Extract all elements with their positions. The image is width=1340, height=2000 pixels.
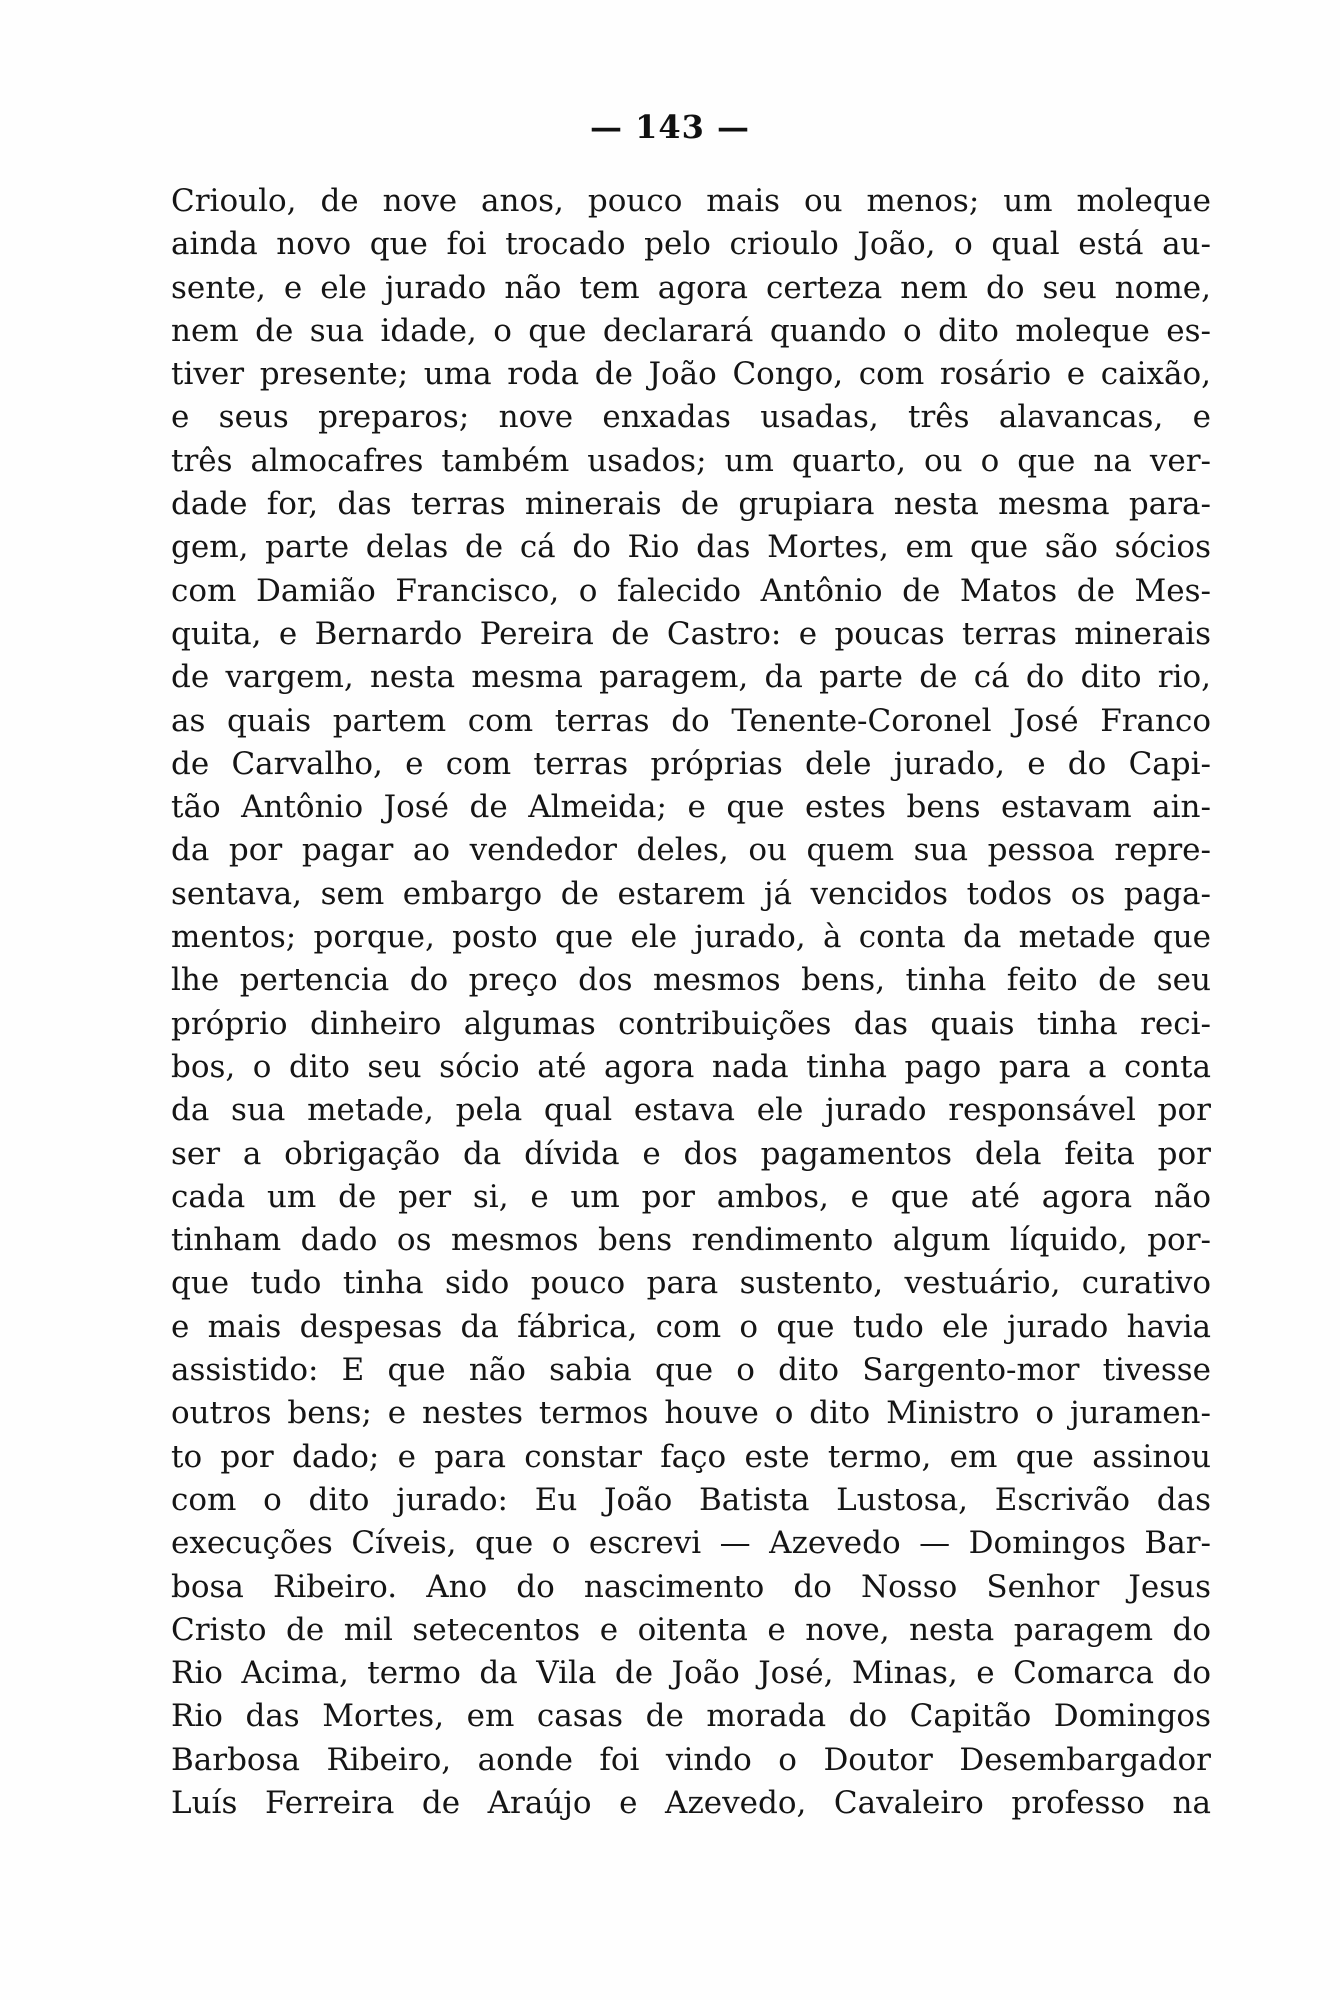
text-line: as quais partem com terras do Tenente-Coronel José Franco bbox=[171, 702, 1211, 739]
text-line: com o dito jurado: Eu João Batista Lustosa, Escrivão das bbox=[171, 1481, 1211, 1518]
text-line: nem de sua idade, o que declarará quando o dito moleque es- bbox=[171, 312, 1211, 349]
text-line: bosa Ribeiro. Ano do nascimento do Nosso Senhor Jesus bbox=[171, 1568, 1211, 1605]
text-line: bos, o dito seu sócio até agora nada tinha pago para a conta bbox=[171, 1048, 1211, 1085]
text-line: sentava, sem embargo de estarem já vencidos todos os paga- bbox=[171, 875, 1211, 912]
text-line: ainda novo que foi trocado pelo crioulo João, o qual está au- bbox=[171, 226, 1211, 263]
text-line: lhe pertencia do preço dos mesmos bens, tinha feito de seu bbox=[171, 962, 1211, 999]
text-line: cada um de per si, e um por ambos, e que até agora não bbox=[171, 1178, 1211, 1215]
text-line: ser a obrigação da dívida e dos pagamentos dela feita por bbox=[171, 1135, 1211, 1172]
text-line: que tudo tinha sido pouco para sustento, vestuário, curativo bbox=[171, 1265, 1211, 1302]
text-line: Luís Ferreira de Araújo e Azevedo, Cavaleiro professo na bbox=[171, 1784, 1211, 1821]
text-line: gem, parte delas de cá do Rio das Mortes, em que são sócios bbox=[171, 529, 1211, 566]
text-line: sente, e ele jurado não tem agora certeza nem do seu nome, bbox=[171, 269, 1211, 306]
text-line: tiver presente; uma roda de João Congo, com rosário e caixão, bbox=[171, 356, 1211, 393]
text-line: tão Antônio José de Almeida; e que estes bens estavam ain- bbox=[171, 789, 1211, 826]
text-line: assistido: E que não sabia que o dito Sargento-mor tivesse bbox=[171, 1352, 1211, 1389]
text-line: mentos; porque, posto que ele jurado, à conta da metade que bbox=[171, 919, 1211, 956]
text-line: to por dado; e para constar faço este termo, em que assinou bbox=[171, 1438, 1211, 1475]
text-line: quita, e Bernardo Pereira de Castro: e poucas terras minerais bbox=[171, 615, 1211, 652]
text-line: da por pagar ao vendedor deles, ou quem sua pessoa repre- bbox=[171, 832, 1211, 869]
text-line: de Carvalho, e com terras próprias dele jurado, e do Capi- bbox=[171, 745, 1211, 782]
text-line: execuções Cíveis, que o escrevi — Azevedo — Domingos Bar- bbox=[171, 1525, 1211, 1562]
text-line: próprio dinheiro algumas contribuições das quais tinha reci- bbox=[171, 1005, 1211, 1042]
text-line: da sua metade, pela qual estava ele jurado responsável por bbox=[171, 1092, 1211, 1129]
text-line: Crioulo, de nove anos, pouco mais ou menos; um moleque bbox=[171, 183, 1211, 219]
page-number: — 143 — bbox=[589, 108, 751, 146]
text-line: tinham dado os mesmos bens rendimento algum líquido, por- bbox=[171, 1222, 1211, 1259]
text-line: de vargem, nesta mesma paragem, da parte de cá do dito rio, bbox=[171, 659, 1211, 696]
text-line: com Damião Francisco, o falecido Antônio de Matos de Mes- bbox=[171, 572, 1211, 609]
text-line: Rio das Mortes, em casas de morada do Capitão Domingos bbox=[171, 1698, 1211, 1735]
text-line: e mais despesas da fábrica, com o que tudo ele jurado havia bbox=[171, 1308, 1211, 1345]
text-line: outros bens; e nestes termos houve o dito Ministro o juramen- bbox=[171, 1395, 1211, 1432]
text-line: dade for, das terras minerais de grupiara nesta mesma para- bbox=[171, 486, 1211, 523]
text-line: Cristo de mil setecentos e oitenta e nove, nesta paragem do bbox=[171, 1611, 1211, 1648]
text-line: Barbosa Ribeiro, aonde foi vindo o Doutor Desembargador bbox=[171, 1741, 1211, 1778]
text-line: três almocafres também usados; um quarto, ou o que na ver- bbox=[171, 442, 1211, 479]
text-line: e seus preparos; nove enxadas usadas, três alavancas, e bbox=[171, 399, 1211, 436]
body-text bbox=[171, 180, 1211, 1825]
text-line: Rio Acima, termo da Vila de João José, Minas, e Comarca do bbox=[171, 1655, 1211, 1692]
